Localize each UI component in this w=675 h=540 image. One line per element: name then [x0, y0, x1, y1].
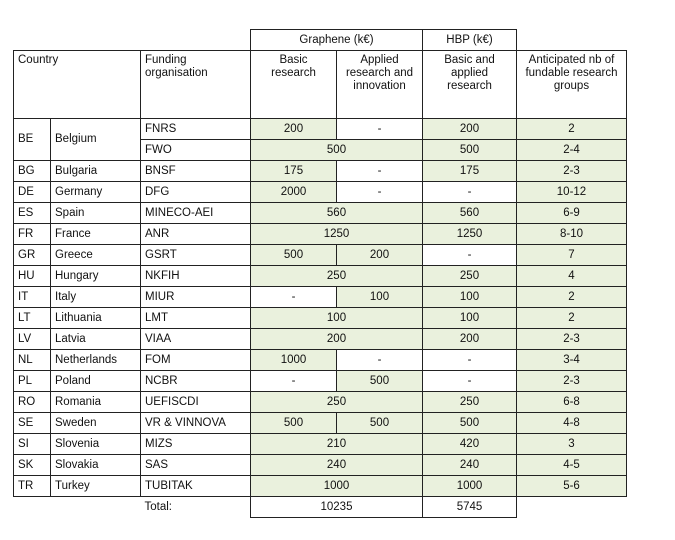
- table-row: [14, 182, 627, 203]
- groups-value: 6-8: [517, 392, 627, 413]
- groups-value: 5-6: [517, 476, 627, 497]
- country-name: France: [51, 224, 141, 245]
- groups-value: 2: [517, 287, 627, 308]
- country-code: TR: [14, 476, 51, 497]
- table-row: [14, 287, 627, 308]
- funding-org: MIUR: [141, 287, 251, 308]
- hbp-research-header: Basic and applied research: [423, 51, 517, 119]
- hbp-value: -: [423, 371, 517, 392]
- hbp-value: 100: [423, 287, 517, 308]
- total-hbp: 5745: [423, 497, 517, 518]
- country-code: DE: [14, 182, 51, 203]
- graphene-basic: -: [251, 371, 337, 392]
- funding-org: NCBR: [141, 371, 251, 392]
- table-row: [14, 350, 627, 371]
- table-row: [14, 434, 627, 455]
- graphene-combined: 210: [251, 434, 423, 455]
- groups-value: 2-4: [517, 140, 627, 161]
- funding-org: MIZS: [141, 434, 251, 455]
- graphene-applied: 500: [337, 413, 423, 434]
- graphene-combined: 1250: [251, 224, 423, 245]
- country-name: Turkey: [51, 476, 141, 497]
- table-row: [14, 413, 627, 434]
- groups-value: 3-4: [517, 350, 627, 371]
- table-row: [14, 308, 627, 329]
- table-row: [14, 455, 627, 476]
- hbp-value: 200: [423, 329, 517, 350]
- graphene-applied: -: [337, 182, 423, 203]
- country-code: GR: [14, 245, 51, 266]
- country-name: Lithuania: [51, 308, 141, 329]
- funding-org: FOM: [141, 350, 251, 371]
- country-name: Slovakia: [51, 455, 141, 476]
- hbp-value: 175: [423, 161, 517, 182]
- country-code: NL: [14, 350, 51, 371]
- country-name: Slovenia: [51, 434, 141, 455]
- groups-value: 7: [517, 245, 627, 266]
- hbp-header: HBP (k€): [423, 30, 517, 51]
- hbp-value: 100: [423, 308, 517, 329]
- table-row: [14, 119, 627, 140]
- hbp-value: 1250: [423, 224, 517, 245]
- groups-value: 2: [517, 119, 627, 140]
- total-graphene: 10235: [251, 497, 423, 518]
- graphene-combined: 250: [251, 392, 423, 413]
- country-name: Poland: [51, 371, 141, 392]
- hbp-value: 500: [423, 413, 517, 434]
- country-header: Country: [14, 51, 141, 119]
- funding-org: SAS: [141, 455, 251, 476]
- funding-org: MINECO-AEI: [141, 203, 251, 224]
- groups-value: 3: [517, 434, 627, 455]
- hbp-value: -: [423, 350, 517, 371]
- group-header-row: [14, 30, 627, 51]
- table-row: [14, 329, 627, 350]
- graphene-applied: 100: [337, 287, 423, 308]
- table-row: [14, 266, 627, 287]
- funding-org: BNSF: [141, 161, 251, 182]
- country-code: IT: [14, 287, 51, 308]
- hbp-value: 420: [423, 434, 517, 455]
- graphene-basic: 2000: [251, 182, 337, 203]
- total-row: [14, 497, 627, 518]
- hbp-value: 250: [423, 392, 517, 413]
- groups-value: 4-5: [517, 455, 627, 476]
- groups-value: 2-3: [517, 161, 627, 182]
- funding-org: ANR: [141, 224, 251, 245]
- country-code: BG: [14, 161, 51, 182]
- graphene-applied: 500: [337, 371, 423, 392]
- hbp-value: -: [423, 182, 517, 203]
- graphene-applied: -: [337, 350, 423, 371]
- country-code: RO: [14, 392, 51, 413]
- country-name: Latvia: [51, 329, 141, 350]
- country-code: PL: [14, 371, 51, 392]
- graphene-basic: 1000: [251, 350, 337, 371]
- graphene-applied: -: [337, 119, 423, 140]
- graphene-combined: 100: [251, 308, 423, 329]
- funding-table: [13, 29, 627, 518]
- graphene-basic: 200: [251, 119, 337, 140]
- graphene-combined: 1000: [251, 476, 423, 497]
- table-row: [14, 371, 627, 392]
- country-name: Netherlands: [51, 350, 141, 371]
- applied-research-header: Applied research and innovation: [337, 51, 423, 119]
- country-name: Italy: [51, 287, 141, 308]
- graphene-header: Graphene (k€): [251, 30, 423, 51]
- groups-value: 8-10: [517, 224, 627, 245]
- graphene-basic: 500: [251, 245, 337, 266]
- country-name: Hungary: [51, 266, 141, 287]
- graphene-combined: 560: [251, 203, 423, 224]
- total-label: Total:: [144, 500, 172, 513]
- table-row: [14, 161, 627, 182]
- country-name: Belgium: [51, 119, 141, 161]
- graphene-applied: -: [337, 161, 423, 182]
- table-row: [14, 392, 627, 413]
- graphene-combined: 240: [251, 455, 423, 476]
- groups-value: 2-3: [517, 329, 627, 350]
- graphene-basic: -: [251, 287, 337, 308]
- basic-research-header: Basic research: [251, 51, 337, 119]
- country-code: BE: [14, 119, 51, 161]
- country-code: HU: [14, 266, 51, 287]
- hbp-value: 240: [423, 455, 517, 476]
- country-name: Greece: [51, 245, 141, 266]
- table-row: [14, 224, 627, 245]
- graphene-combined: 250: [251, 266, 423, 287]
- groups-header: Anticipated nb of fundable research groups: [517, 51, 627, 119]
- country-code: LT: [14, 308, 51, 329]
- funding-org: NKFIH: [141, 266, 251, 287]
- country-code: ES: [14, 203, 51, 224]
- country-code: FR: [14, 224, 51, 245]
- country-name: Germany: [51, 182, 141, 203]
- hbp-value: -: [423, 245, 517, 266]
- hbp-value: 250: [423, 266, 517, 287]
- country-code: SE: [14, 413, 51, 434]
- graphene-applied: 200: [337, 245, 423, 266]
- country-name: Sweden: [51, 413, 141, 434]
- groups-value: 6-9: [517, 203, 627, 224]
- table-row: [14, 203, 627, 224]
- country-name: Romania: [51, 392, 141, 413]
- graphene-combined: 500: [251, 140, 423, 161]
- country-code: SK: [14, 455, 51, 476]
- graphene-basic: 175: [251, 161, 337, 182]
- table-row: [14, 245, 627, 266]
- groups-value: 4-8: [517, 413, 627, 434]
- funding-org: FWO: [141, 140, 251, 161]
- table-row: [14, 476, 627, 497]
- hbp-value: 560: [423, 203, 517, 224]
- column-header-row: [14, 51, 627, 119]
- country-name: Spain: [51, 203, 141, 224]
- groups-value: 10-12: [517, 182, 627, 203]
- country-code: SI: [14, 434, 51, 455]
- funding-org: DFG: [141, 182, 251, 203]
- funding-org: VR & VINNOVA: [141, 413, 251, 434]
- funding-org: TUBITAK: [141, 476, 251, 497]
- funding-org: LMT: [141, 308, 251, 329]
- funding-header: Funding organisation: [141, 51, 251, 119]
- country-name: Bulgaria: [51, 161, 141, 182]
- funding-org: UEFISCDI: [141, 392, 251, 413]
- funding-org: VIAA: [141, 329, 251, 350]
- groups-value: 2: [517, 308, 627, 329]
- country-code: LV: [14, 329, 51, 350]
- graphene-basic: 500: [251, 413, 337, 434]
- graphene-combined: 200: [251, 329, 423, 350]
- hbp-value: 1000: [423, 476, 517, 497]
- funding-org: FNRS: [141, 119, 251, 140]
- hbp-value: 200: [423, 119, 517, 140]
- groups-value: 4: [517, 266, 627, 287]
- hbp-value: 500: [423, 140, 517, 161]
- groups-value: 2-3: [517, 371, 627, 392]
- funding-org: GSRT: [141, 245, 251, 266]
